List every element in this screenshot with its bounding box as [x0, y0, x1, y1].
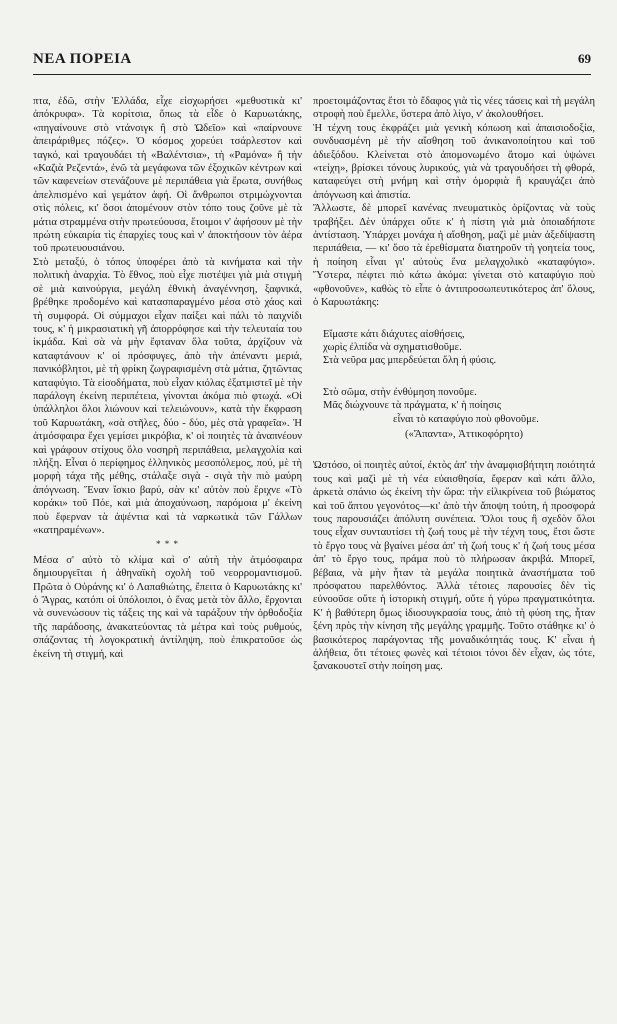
poem-source: («Ἅπαντα», Ἀττικοφόρητο) — [405, 428, 524, 440]
page-number: 69 — [578, 51, 591, 66]
poem-line: Μᾶς διώχνουνε τὰ πράγματα, κ' ἡ ποίησις — [323, 400, 502, 412]
left-column — [33, 95, 302, 661]
paragraph: Ὡστόσο, οἱ ποιητὲς αὐτοί, ἐκτὸς ἀπ' τὴν ἀναμφισβήτητη ποιότητά τους καὶ μαζὶ μὲ τὴ νέα εὐαισθησία, ἔφεραν καὶ κάτι ἄλλο, ἀρκετὰ σπάνιο ὡς ἐκείνη τὴν ὥρα: τὴν εἰλικρίνεια τοῦ βιώματος καὶ τοῦ ἄπτου γεγονότος—κι' ἀπὸ τὴν ἄποψη τούτη, ἡ προσφορά τους παρουσιάζει ἀπόλυτη συνέπεια. Ὅλοι τους ἢ σχεδὸν ὅλοι τους εἶχαν συνταυτίσει τὴ ζωή τους μὲ τὴν τέχνη τους, ἔτσι ὥστε τὸ ἔργο τους νὰ βγαίνει μέσα ἀπ' τὴ ζωή τους κ' ἡ ζωή τους μέσα ἀπ' τὸ ἔργο τους, πράμα ποὺ τὸ πλήρωσαν ἀκριβά. Μπορεῖ, βέβαια, νὰ μὴν ἦταν τὰ μεγάλα ποιητικὰ ἀναστήματα τοῦ πρόσφατου παρελθόντος. Ἀλλὰ τέτοιες παρουσίες δὲν τὶς εὐνοοῦσε οὔτε ἡ ἱστορικὴ στιγμή, οὔτε ἡ γύρω πραγματικότητα. Κ' ἡ βαθύτερη ὅμως ἰδιοσυγκρασία τους, ἀπὸ τὴ φύση της, ἦταν ξένη πρὸς τὴν κίνηση τῆς μεγάλης γραμμῆς. Τοῦτο στάθηκε κι' ὁ βασικότερος παράγοντας τῆς μοναδικότητάς τους. Κ' εἶναι ἡ ἀλήθεια, ὅτι τέτοιες φωνὲς καὶ τέτοιοι τόνοι δὲν εἶχαν, ὡς τότε, ξανακουστεῖ στὴν ποίηση μας. — [313, 460, 595, 673]
poem-line: εἶναι τὸ καταφύγιο ποὺ φθονοῦμε. — [393, 413, 539, 425]
section-separator: * * * — [156, 539, 179, 550]
right-column — [313, 95, 595, 674]
paragraph: πτα, ἐδῶ, στὴν Ἑλλάδα, εἶχε εἰσχωρήσει «μεθυστικὰ κι' ἀπόκρυφα». Τὰ κορίτσια, ὅπως τὰ εἶδε ὁ Καρυωτάκης, «πηγαίνουνε στὸ ντάνσιγκ ἢ στὸ Ὠδεῖο» καὶ «παίρνουνε ἀπειράριθμες πόζες». Ὁ κόσμος χορεύει τσάρλεστον καὶ ταγκό, καὶ τραγουδάει τὴ «Βαλέντσια», τὴ «Ραμόνα» ἢ τὴν «Καζιὰ Ρεζεντά», ἐνῶ τὰ μεγάφωνα τῶν ἐξοχικῶν κέντρων καὶ τῶν καφενείων στενάζουνε μὲ περιπάθεια γιὰ ἔρωτα, συνήθως ἀπελπισμένο καὶ γεμάτον ἀφή. Οἱ ἄνθρωποι στριμώχνονται στὶς πόλεις, κι' ὅσοι ἀπομένουν στὸν τόπο τους ζοῦνε μὲ τὰ μάτια στραμμένα στὴν πρωτεύουσα, ἕτοιμοι ν' ἀφήσουν μὲ τὴν πρώτη εὐκαιρία τὶς ἐπαρχίες τους καὶ ν' ἀποκτήσουν τὸν ἀέρα τοῦ πρωτευουσιάνου. — [33, 96, 302, 255]
poem-line: Εἴμαστε κάτι διάχυτες αἰσθήσεις, — [323, 328, 465, 340]
poem-stanza-2 — [323, 386, 595, 442]
paragraph: προετοιμάζοντας ἔτσι τὸ ἔδαφος γιὰ τὶς νέες τάσεις καὶ τὴ μεγάλη στροφὴ ποὺ ἔμελλε, ὕστερα ἀπὸ λίγο, ν' ἀκολουθήσει. — [313, 96, 595, 121]
poem-stanza-1 — [323, 328, 595, 368]
page-header — [33, 48, 591, 75]
poem-line: Στὰ νεῦρα μας μπερδεύεται ὅλη ἡ φύσις. — [323, 355, 497, 367]
poem-line: Στὸ σῶμα, στὴν ἐνθύμηση πονοῦμε. — [323, 386, 477, 398]
paragraph: Μέσα σ' αὐτὸ τὸ κλίμα καὶ σ' αὐτὴ τὴν ἀτμόσφαιρα δημιουργεῖται ἡ ἀθηναϊκὴ σχολὴ τοῦ νεορρομαντισμοῦ. Πρῶτα ὁ Οὐράνης κι' ὁ Λαπαθιώτης, ἔπειτα ὁ Καρυωτάκης κι' ὁ Ἄγρας, κατόπι οἱ ὑπόλοιποι, ὁ ἕνας μετὰ τὸν ἄλλο, ἔρχονται νὰ συνενώσουν τὶς τάξεις της καὶ νὰ ταράξουν τὴν ὀρθοδοξία τῆς παράδοσης, ἀνακατεύοντας τὰ μέτρα καὶ τοὺς ρυθμούς, σπάζοντας τὴ λογοκρατικὴ ἀντίληψη, ποὺ ἐπικρατοῦσε ὡς ἐκείνη τὴ στιγμή, καὶ — [33, 554, 302, 660]
paragraph: Ἄλλωστε, δὲ μπορεῖ κανένας πνευματικὸς ὁρίζοντας νὰ τοὺς τραβήξει. Δὲν ὑπάρχει οὔτε κ' ἡ πίστη γιὰ μιὰ ὁποιαδήποτε ἀντίσταση. Ὑπάρχει μονάχα ἡ αἴσθηση, μαζὶ μὲ μιὰν ἀξεδίψαστη περιπάθεια, — κι' ὅσο τὰ ἐρεθίσματα διατηροῦν τὴ γοητεία τους, ἡ ποίηση εἶναι γι' αὐτοὺς ἕνα μελαγχολικὸ «καταφύγιο». Ὕστερα, πέφτει πιὸ κάτω ἀκόμα: γίνεται στὸ καταφύγιο ποὺ «φθονοῦνε», καθὼς τὸ εἶπε ὁ ἀντιπροσωπευτικότερος ἀπ' ὅλους, ὁ Καρυωτάκης: — [313, 203, 595, 309]
poem-line: χωρὶς ἐλπίδα νὰ σχηματισθοῦμε. — [323, 341, 462, 353]
paragraph: Ἡ τέχνη τους ἐκφράζει μιὰ γενικὴ κόπωση καὶ ἀπαισιοδοξία, συνδυασμένη μὲ τὴν αἴσθηση τοῦ ἀνικανοποίητου καὶ τοῦ ἀδιεξόδου. Κλείνεται στὸ ἀπομονωμένο ἄτομο καὶ ὑψώνει «τείχη», βρίσκει τόνους λυρικούς, γιὰ νὰ τραγουδήσει τὴ φθορά, καταφεύγει στὴ μνήμη καὶ στὴν ὀμορφιὰ ἢ κραυγάζει ἀπὸ ἀπόγνωση καὶ ἀπιστία. — [313, 122, 595, 201]
journal-title: ΝΕΑ ΠΟΡΕΙΑ — [33, 51, 132, 67]
paragraph: Στὸ μεταξύ, ὁ τόπος ὑποφέρει ἀπὸ τὰ κινήματα καὶ τὴν πολιτικὴ ἀναρχία. Τὸ ἔθνος, ποὺ εἶχε πιστέψει γιὰ μιὰ στιγμὴ σὲ μιὰ καινούργια, μεγάλη ἐθνικὴ ἀναγέννηση, ξαφνικά, βρέθηκε προδομένο καὶ κατασπαραγμένο μέσα στὸ χάος καὶ τὴ συμφορά. Οἱ σύμμαχοι εἶχαν παίξει καὶ πάλι τὸ παιχνίδι τους, κ' ἡ μικρασιατικὴ γῆ ἀπορρόφησε καὶ τὴν τελευταία του ἰκμάδα. Καὶ σὰ νὰ μὴν ἔφταναν ὅλα τοῦτα, ἀρχίζουν νὰ καταφτάνουν κ' οἱ πρόσφυγες, ἀπὸ τὴν ἀπέναντι μεριά, πανικόβλητοι, μὲ τὴ φρίκη ζωγραφισμένη στὰ μάτια, ζητῶντας καταφύγιο. Τὰ εἰσοδήματα, ποὺ εἶχαν κιόλας ἐξατμιστεῖ μὲ τὴν παράλογη ἐκείνη περιπέτεια, γίνονται ἀκόμα πιὸ φτωχά. «Οἱ ὑπάλληλοι ὅλοι λιώνουν καὶ τελειώνουν», κατὰ τὴν ἔκφραση τοῦ Καρυωτάκη, «σὰ στῆλες, δύο - δύο, μὲς στὰ γραφεῖα». Ἡ ἀτμόσφαιρα ἔχει γεμίσει μικρόβια, κ' οἱ ποιητὲς τὰ ἀναπνέουν καὶ γράφουν στίχους ὅλο νοσηρὴ περιπάθεια, μελαγχολία καὶ πλήξη. Εἶναι ὁ περίφημος ἑλληνικὸς μεσοπόλεμος, πού, μὲ τὴ μορφὴ τάχα τῆς μέθης, στάλαξε σιγὰ - σιγὰ τὴν πιὸ μαύρη ἀπόγνωση. Ἕναν ἴσκιο βαρύ, σὰν κι' αὐτὸν ποὺ ἔριχνε «Τὸ κοράκι» τοῦ Πόε, καὶ μιὰ ἀποχαύνωση, παρόμοια μ' ἐκείνη ποὺ ἔφερναν τὰ ἀψέντια καὶ τὰ ναρκωτικὰ τῶν Γάλλων «κατηραμένων». — [33, 256, 302, 536]
